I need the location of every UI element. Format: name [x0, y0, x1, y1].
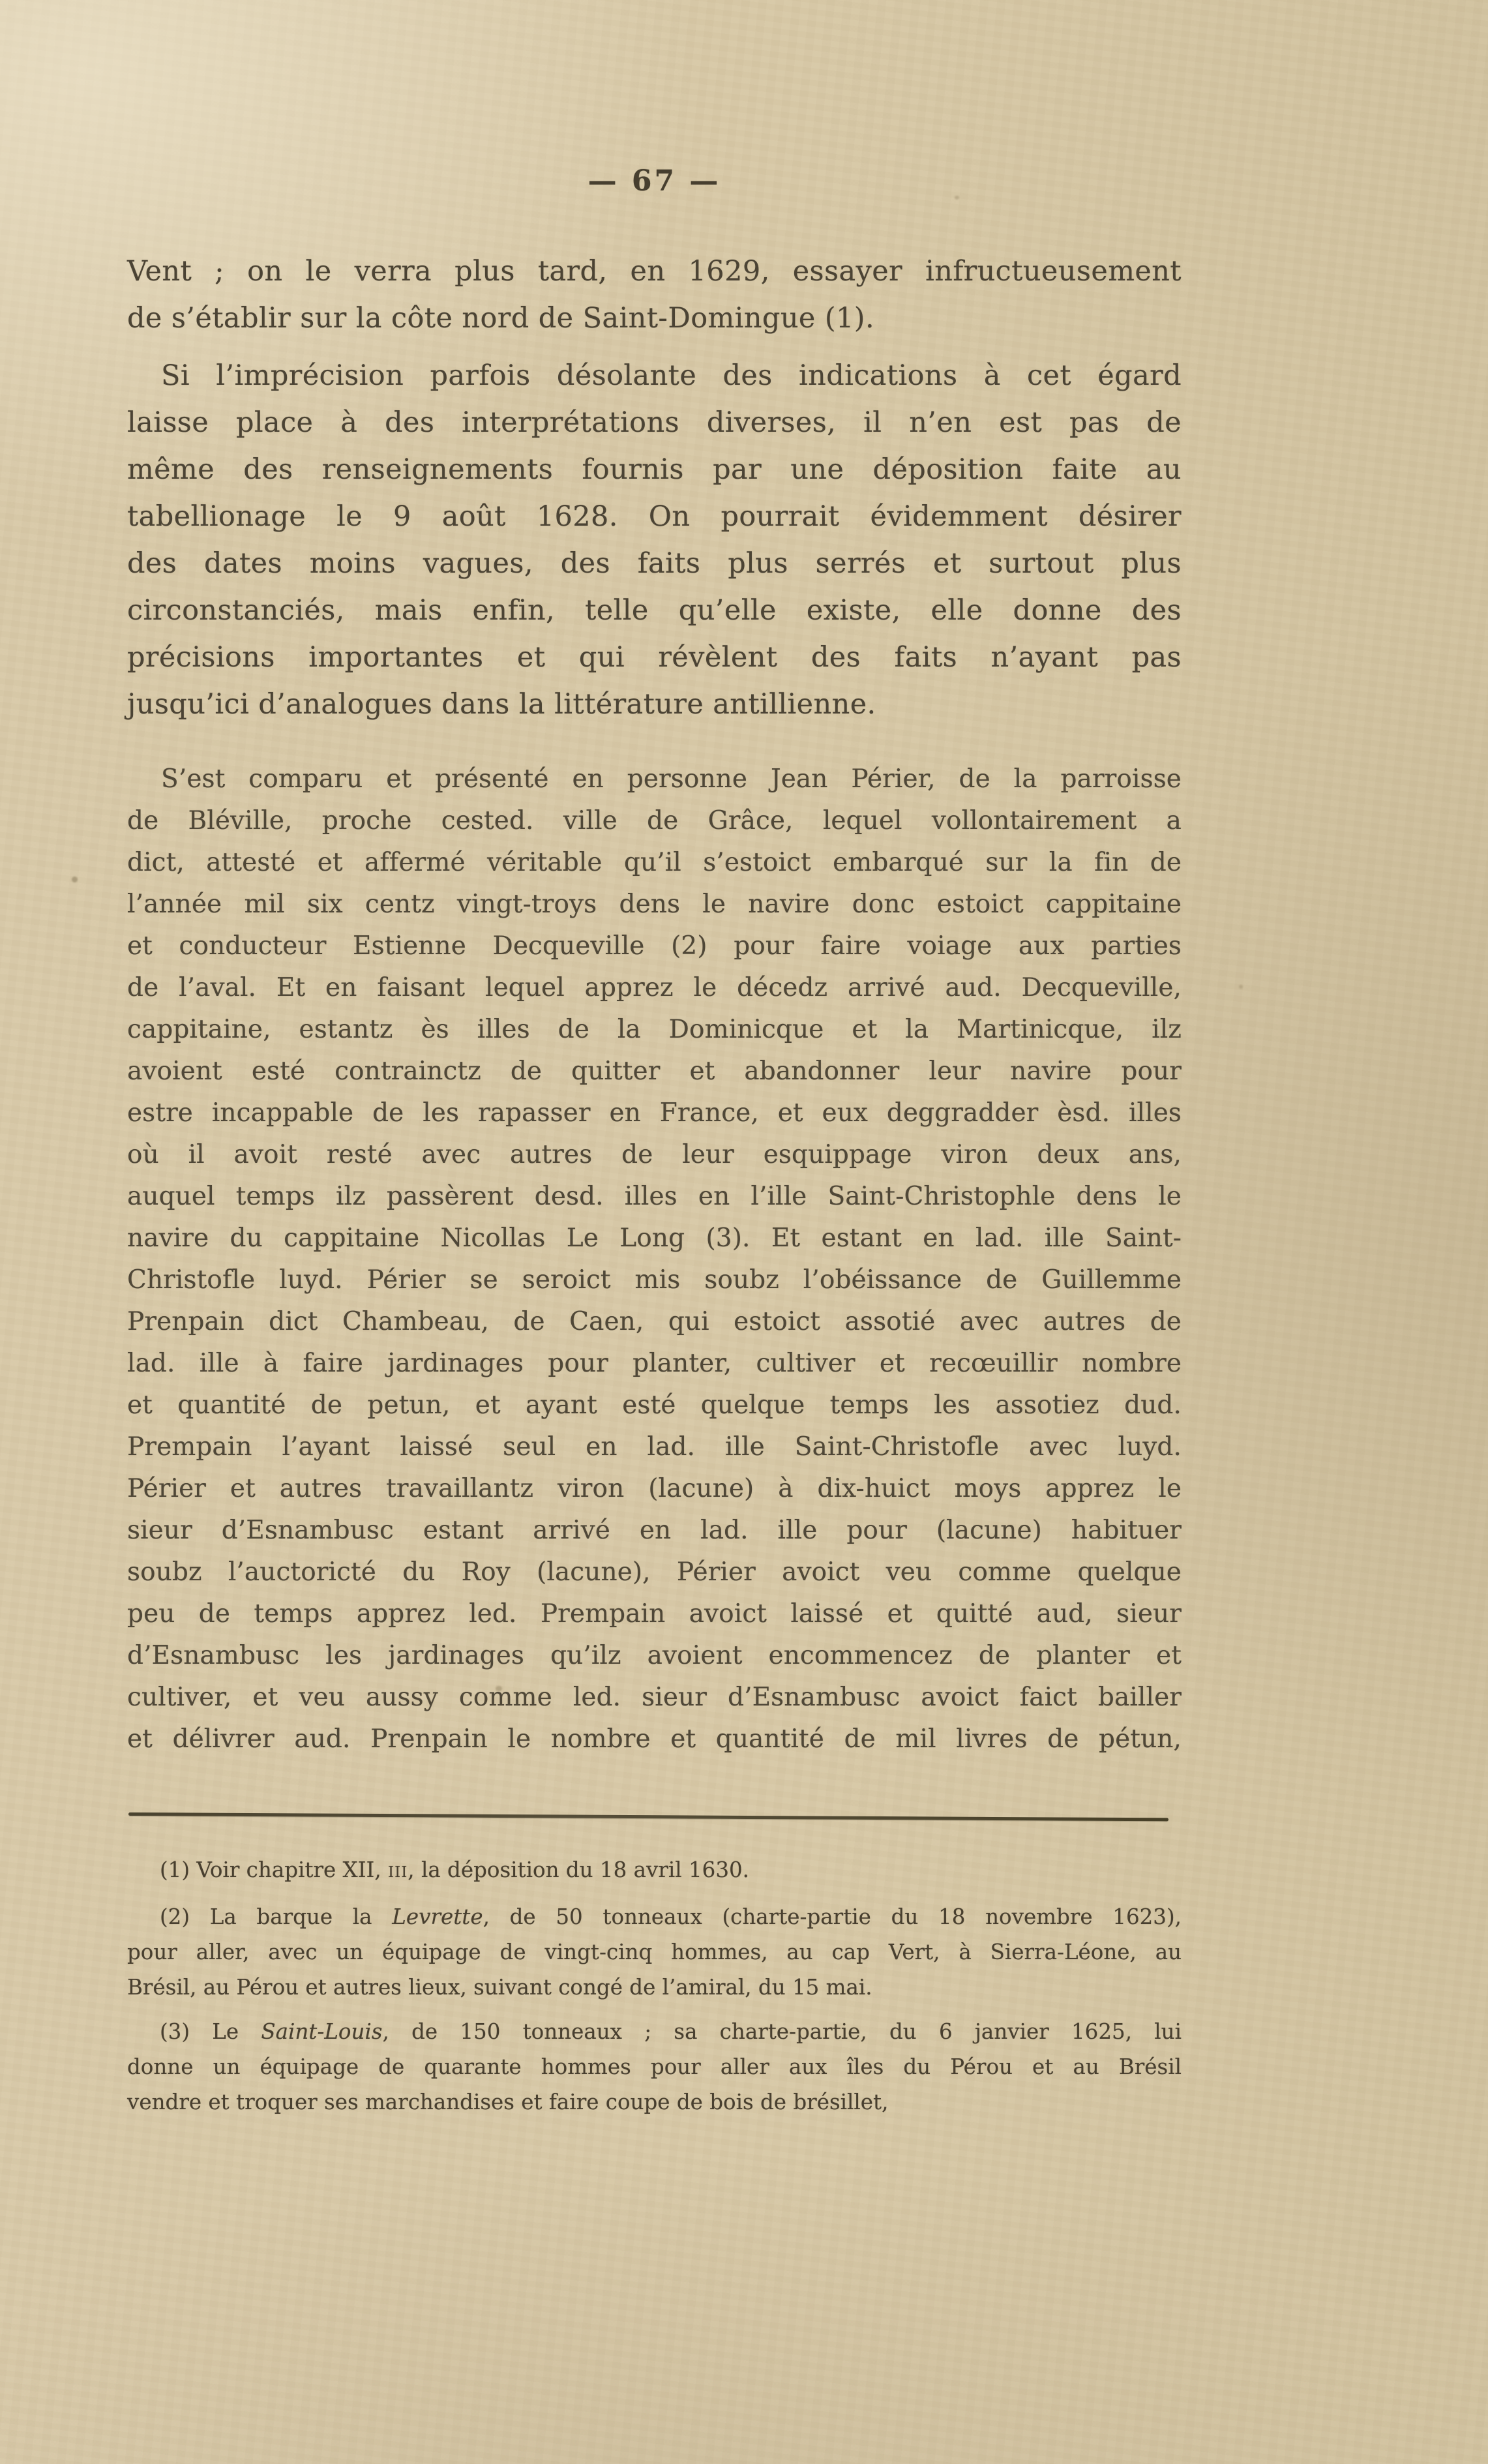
paper-speck — [72, 877, 78, 882]
text-line: cappitaine, estantz ès illes de la Dominicque et la Martinicque, ilz — [127, 1015, 1182, 1044]
footnote-line: donne un équipage de quarante hommes pour aller aux îles du Pérou et au Brésil — [127, 2054, 1182, 2079]
paragraph-continuation — [127, 248, 1182, 342]
text-line: dict, attesté et affermé véritable qu’il s’estoict embarqué sur la fin de — [127, 848, 1182, 877]
footnote-text: , la déposition du 18 avril 1630. — [408, 1857, 750, 1882]
footnote-text: (3) Le — [160, 2019, 261, 2044]
footnote-text: , de 150 tonneaux ; sa charte-partie, du 6 janvier 1625, lui — [382, 2019, 1182, 2044]
text-line: Périer et autres travaillantz viron (lacune) à dix-huict moys apprez le — [127, 1474, 1182, 1503]
text-line: de l’aval. Et en faisant lequel apprez le décedz arrivé aud. Decqueville, — [127, 973, 1182, 1002]
ship-name-italic: Levrette — [392, 1904, 483, 1929]
footnote-text: (1) Voir chapitre XII, — [160, 1857, 389, 1882]
footnote-line — [127, 1899, 1182, 1934]
text-column — [127, 0, 1182, 2120]
text-line: des dates moins vagues, des faits plus serrés et surtout plus — [127, 547, 1182, 580]
footnote-1 — [127, 1852, 1182, 1887]
text-line: peu de temps apprez led. Prempain avoict laissé et quitté aud, sieur — [127, 1599, 1182, 1629]
text-line: même des renseignements fournis par une déposition faite au — [127, 453, 1182, 486]
footnote-line — [127, 2014, 1182, 2049]
deposition-quote — [127, 759, 1182, 1760]
text-line: de Bléville, proche cested. ville de Grâce, lequel vollontairement a — [127, 806, 1182, 835]
text-line: soubz l’auctoricté du Roy (lacune), Périer avoict veu comme quelque — [127, 1557, 1182, 1587]
text-line: précisions importantes et qui révèlent des faits n’ayant pas — [127, 641, 1182, 674]
text-line: cultiver, et veu aussy comme led. sieur d’Esnambusc avoict faict bailler — [127, 1683, 1182, 1712]
text-line: laisse place à des interprétations diverses, il n’en est pas de — [127, 406, 1182, 439]
text-line: tabellionage le 9 août 1628. On pourrait évidemment désirer — [127, 500, 1182, 533]
footnote-smallcaps: iii — [388, 1857, 408, 1882]
paragraph-commentary — [127, 352, 1182, 728]
footnote-3 — [127, 2014, 1182, 2120]
text-line: où il avoit resté avec autres de leur esquippage viron deux ans, — [127, 1140, 1182, 1169]
text-line: d’Esnambusc les jardinages qu’ilz avoient encommencez de planter et — [127, 1641, 1182, 1670]
text-line: de s’établir sur la côte nord de Saint-Domingue (1). — [127, 302, 875, 335]
text-line: navire du cappitaine Nicollas Le Long (3). Et estant en lad. ille Saint- — [127, 1224, 1182, 1253]
text-line: et conducteur Estienne Decqueville (2) pour faire voiage aux parties — [127, 931, 1182, 961]
text-line: l’année mil six centz vingt-troys dens le navire donc estoict cappitaine — [127, 890, 1182, 919]
page-number: — 67 — — [588, 164, 721, 198]
footnote-line: pour aller, avec un équipage de vingt-cinq hommes, au cap Vert, à Sierra-Léone, au — [127, 1940, 1182, 1964]
footnote-line: vendre et troquer ses marchandises et faire coupe de bois de brésillet, — [127, 2090, 889, 2114]
footnote-line: Brésil, au Pérou et autres lieux, suivant congé de l’amiral, du 15 mai. — [127, 1975, 872, 2000]
text-line: Si l’imprécision parfois désolante des indications à cet égard — [161, 359, 1182, 392]
footnote-text: , de 50 tonneaux (charte-partie du 18 novembre 1623), — [483, 1904, 1182, 1929]
text-line: circonstanciés, mais enfin, telle qu’elle existe, elle donne des — [127, 594, 1182, 627]
text-line: Vent ; on le verra plus tard, en 1629, essayer infructueusement — [127, 255, 1182, 288]
footnote-text: (2) La barque la — [160, 1904, 393, 1929]
text-line: jusqu’ici d’analogues dans la littérature antillienne. — [127, 688, 876, 721]
text-line: S’est comparu et présenté en personne Jean Périer, de la parroisse — [161, 764, 1182, 794]
text-line: lad. ille à faire jardinages pour planter, cultiver et recœuillir nombre — [127, 1349, 1182, 1378]
text-line: auquel temps ilz passèrent desd. illes en l’ille Saint-Christophle dens le — [127, 1182, 1182, 1211]
paper-speck — [1239, 985, 1243, 989]
footnote-line — [127, 1852, 1182, 1887]
ship-name-italic: Saint-Louis — [261, 2019, 383, 2044]
text-line: et quantité de petun, et ayant esté quelque temps les assotiez dud. — [127, 1390, 1182, 1420]
footnote-2 — [127, 1899, 1182, 2005]
text-line: sieur d’Esnambusc estant arrivé en lad. ille pour (lacune) habituer — [127, 1516, 1182, 1545]
text-line: estre incappable de les rapasser en France, et eux deggradder èsd. illes — [127, 1098, 1182, 1128]
text-line: Christofle luyd. Périer se seroict mis soubz l’obéissance de Guillemme — [127, 1265, 1182, 1295]
text-line: avoient esté contrainctz de quitter et abandonner leur navire pour — [127, 1057, 1182, 1086]
text-line: Prempain l’ayant laissé seul en lad. ille Saint-Christofle avec luyd. — [127, 1432, 1182, 1462]
footnote-separator-rule — [128, 1812, 1168, 1821]
text-line: Prenpain dict Chambeau, de Caen, qui estoict assotié avec autres de — [127, 1307, 1182, 1336]
text-line: et délivrer aud. Prenpain le nombre et quantité de mil livres de pétun, — [127, 1724, 1182, 1754]
